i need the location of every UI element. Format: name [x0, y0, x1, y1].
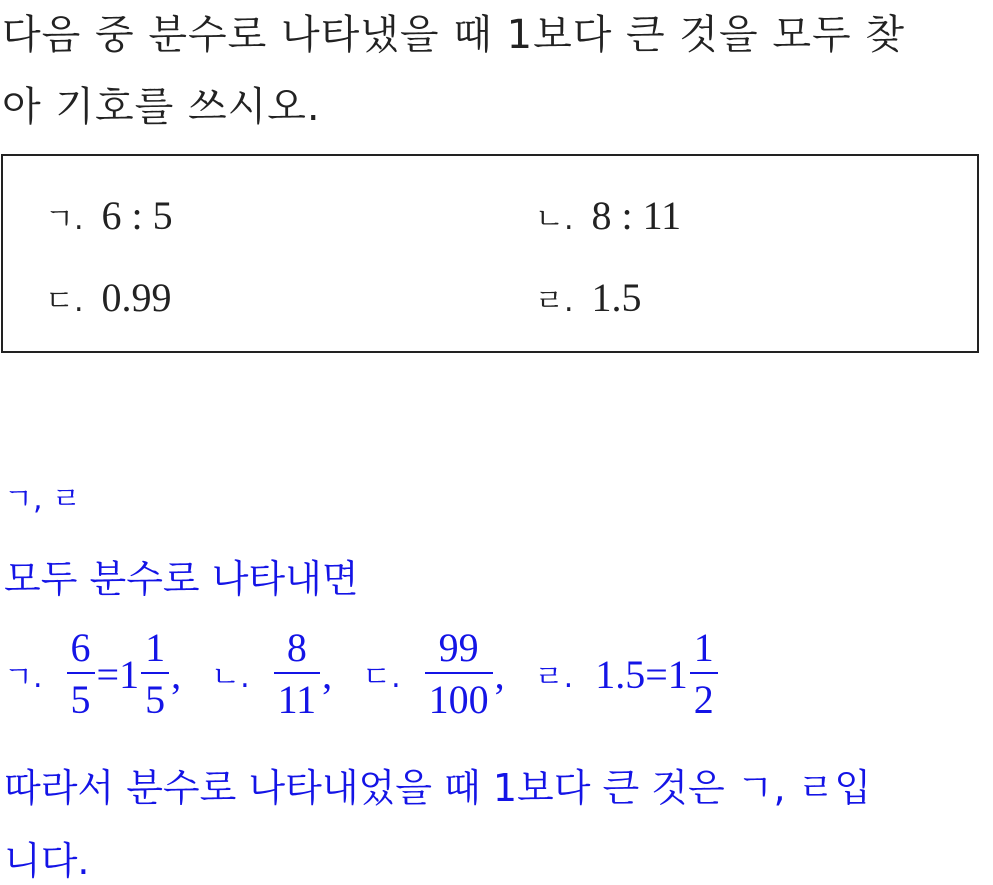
choices-box — [1, 154, 979, 353]
fraction-mark: ㄱ. — [4, 660, 43, 695]
choice-item — [45, 192, 173, 239]
choice-mark: ㄴ. — [535, 202, 574, 237]
fraction-numerator: 1 — [145, 625, 166, 670]
fraction — [425, 626, 493, 722]
fraction-row — [4, 624, 720, 724]
choice-value: 8 : 11 — [591, 193, 682, 238]
choice-mark: ㄹ. — [535, 284, 574, 319]
choice-value: 6 : 5 — [101, 193, 173, 238]
separator: , — [494, 651, 505, 697]
choice-mark: ㄱ. — [45, 202, 84, 237]
question-line-2: 아 기호를 쓰시오. — [2, 84, 321, 130]
choice-item — [535, 274, 642, 321]
solution-intro: 모두 분수로 나타내면 — [4, 557, 359, 601]
fraction-mark: ㄴ. — [211, 660, 250, 695]
separator: , — [322, 651, 333, 697]
question-line-1: 다음 중 분수로 나타냈을 때 1보다 큰 것을 모두 찾 — [2, 12, 906, 58]
fraction-mark: ㄷ. — [362, 660, 401, 695]
solution-conclusion-line-1: 따라서 분수로 나타내었을 때 1보다 큰 것은 ㄱ, ㄹ입 — [4, 766, 872, 810]
solution-conclusion-line-2: 니다. — [4, 839, 90, 883]
fraction-denominator: 100 — [425, 672, 493, 722]
fraction — [690, 626, 718, 722]
choice-item — [45, 274, 172, 321]
fraction-numerator: 8 — [286, 625, 307, 670]
fraction-denominator: 11 — [274, 672, 321, 722]
choice-item — [535, 192, 681, 239]
equals-text: =1 — [645, 651, 688, 697]
equals-text: =1 — [96, 651, 140, 697]
fraction — [141, 626, 169, 722]
choice-value: 1.5 — [591, 275, 642, 320]
fraction-mark: ㄹ. — [534, 660, 574, 695]
fraction-numerator: 1 — [693, 625, 714, 670]
fraction-denominator: 5 — [141, 672, 169, 722]
choice-value: 0.99 — [101, 275, 172, 320]
fraction-numerator: 6 — [70, 625, 91, 670]
decimal-text: 1.5 — [595, 651, 646, 697]
separator: , — [171, 651, 182, 697]
choice-mark: ㄷ. — [45, 284, 84, 319]
fraction-denominator: 5 — [67, 672, 95, 722]
fraction — [274, 626, 321, 722]
fraction-denominator: 2 — [690, 672, 718, 722]
solution-answer: ㄱ, ㄹ — [4, 482, 82, 517]
fraction-numerator: 99 — [438, 625, 479, 670]
fraction — [67, 626, 95, 722]
